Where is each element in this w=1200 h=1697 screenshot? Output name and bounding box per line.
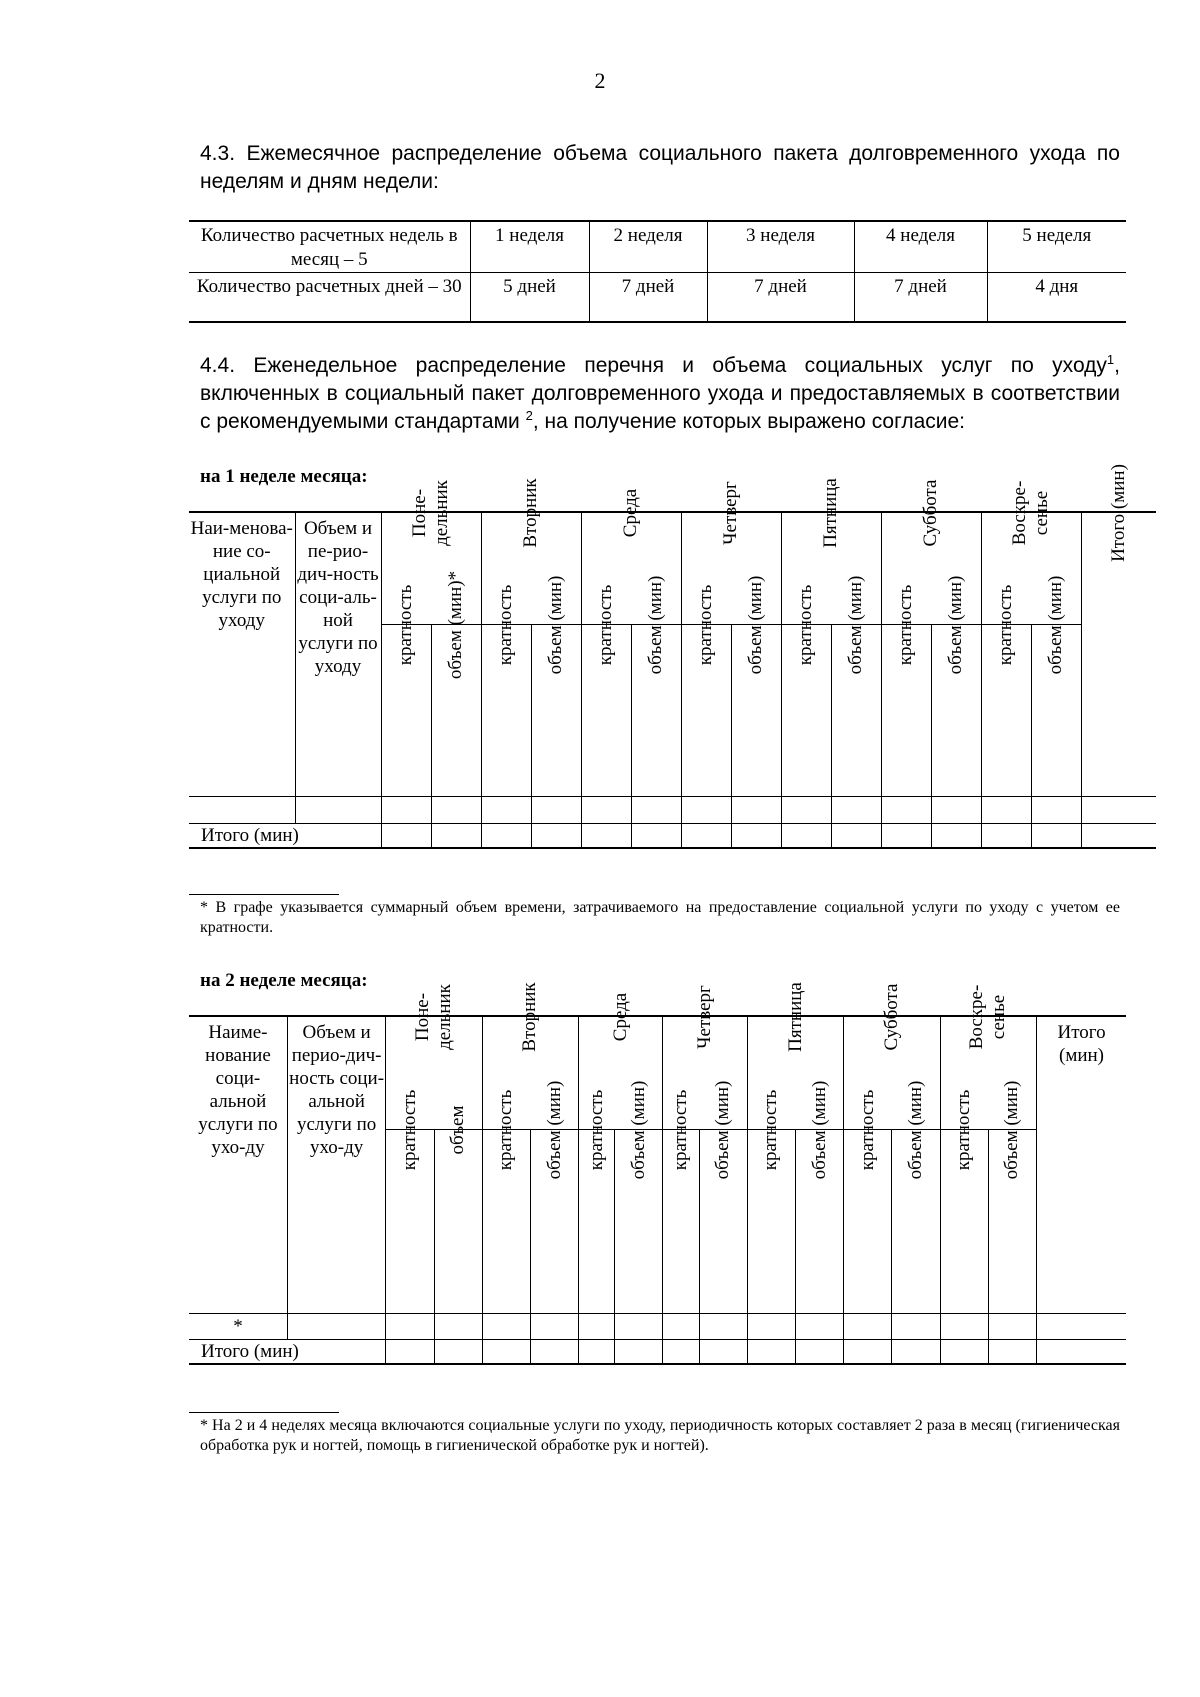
volume-min-header [831,575,881,796]
sub-header-label: кратность [495,1089,517,1170]
table-cell[interactable] [844,1313,892,1339]
table-cell[interactable] [531,796,581,823]
table-cell[interactable] [530,1339,578,1364]
sub-header-label: объем [447,1105,469,1154]
frequency-header [681,584,731,796]
weeks-row [189,221,1126,273]
sub-header-label: объем (мин) [905,1080,927,1179]
sub-header-label: объем (мин) [1001,1080,1023,1179]
week1-total-row [189,823,1156,848]
table-cell[interactable] [892,1339,940,1364]
sub-header-label: кратность [856,1089,878,1170]
sub-header-label: объем (мин) [745,575,766,674]
table-cell[interactable] [1081,796,1156,823]
day-label: Пятница [820,478,841,548]
days-cell: 5 дней [470,273,589,323]
day-label: Суббота [920,479,941,547]
week2-total-row [189,1339,1126,1364]
table-cell[interactable] [579,1313,615,1339]
day-label: Вторник [519,982,541,1052]
frequency-header [747,1089,795,1313]
table-cell[interactable] [831,823,881,848]
footnote-ref-2: 2 [525,408,533,423]
volume-min-header [699,1080,747,1313]
table-cell[interactable] [940,1313,988,1339]
total-column-header [1081,464,1156,796]
table-cell[interactable] [381,796,431,823]
total-row-label: Итого (мин) [189,823,381,848]
table-cell[interactable] [981,796,1031,823]
table-cell[interactable] [747,1313,795,1339]
day-label: Среда [609,992,631,1042]
section-4-4-part2: , включенных в социальный пакет долговременного ухода и предоставляемых в соответствии с рекомендуемыми стандартами [200,354,1120,433]
day-label: Четверг [720,481,741,545]
section-4-4-text [200,352,1120,436]
footnote-ref-1: 1 [1106,352,1115,367]
volume-header: Объем и перио-дич-ность соци-альной услуги по ухо-ду [287,1016,385,1313]
table-cell[interactable] [796,1339,844,1364]
volume-min-header [615,1080,663,1313]
volume-min-header [931,575,981,796]
page-number: 2 [594,68,606,93]
frequency-header [844,1089,892,1313]
table-cell[interactable] [663,1313,699,1339]
table-cell[interactable] [781,796,831,823]
day-label: Поне- дельник [412,984,456,1050]
table-cell[interactable] [781,823,831,848]
week1-heading: на 1 неделе месяца: [200,466,368,487]
table-cell[interactable] [747,1339,795,1364]
volume-min-header [731,575,781,796]
table-cell[interactable] [681,796,731,823]
week2-table [189,982,1126,1365]
week2-footnote: * На 2 и 4 неделях месяца включаются социальные услуги по уходу, периодичность которых составляет 2 раза в месяц (гигиеническая обработка рук и ногтей, помощь в гигиенической обработке рук и ногтей). [200,1417,1120,1454]
days-count-label: Количество расчетных дней – 30 [189,273,470,323]
week-cell: 4 неделя [854,221,987,273]
sub-header-label: объем (мин) [545,575,566,674]
table-cell[interactable] [530,1313,578,1339]
frequency-header [482,1089,530,1313]
day-label: Пятница [784,982,806,1052]
days-cell: 7 дней [589,273,707,323]
table-cell[interactable] [481,823,531,848]
table-cell[interactable] [988,1313,1036,1339]
days-cell: 7 дней [707,273,854,323]
volume-min-header [892,1080,940,1313]
sub-header-label: объем (мин) [845,575,866,674]
table-cell[interactable] [981,823,1031,848]
table-cell[interactable] [663,1339,699,1364]
table-cell[interactable] [482,1313,530,1339]
table-cell[interactable] [1037,1339,1126,1364]
volume-min-header [796,1080,844,1313]
frequency-header [981,584,1031,796]
frequency-header [386,1089,434,1313]
volume-min-header [531,575,581,796]
table-cell[interactable] [1031,796,1081,823]
sub-header-label: кратность [595,584,616,665]
weeks-count-label: Количество расчетных недель в месяц – 5 [189,221,470,273]
total-header-label: Итого (мин) [1107,464,1129,562]
sub-header-label: кратность [695,584,716,665]
volume-min-header [988,1080,1036,1313]
day-label: Поне- дельник [409,480,452,546]
table-cell[interactable] [579,1339,615,1364]
frequency-header [579,1089,615,1313]
days-cell: 7 дней [854,273,987,323]
table-cell[interactable] [431,823,481,848]
week1-footnote: * В графе указывается суммарный объем времени, затрачиваемого на предоставление социальной услуги по уходу с учетом ее кратности. [200,899,1120,936]
sub-header-label: объем (мин) [712,1080,734,1179]
table-cell[interactable] [844,1339,892,1364]
day-label: Воскре- сенье [1009,480,1052,546]
table-cell[interactable] [482,1339,530,1364]
volume-min-header [434,1105,482,1313]
table-cell[interactable] [881,796,931,823]
section-4-4-part1: 4.4. Еженедельное распределение перечня и объема социальных услуг по уходу [200,354,1107,377]
table-cell[interactable] [531,823,581,848]
table-cell[interactable] [381,823,431,848]
frequency-header [581,584,631,796]
sub-header-label: кратность [953,1089,975,1170]
week2-heading: на 2 неделе месяца: [200,970,368,991]
sub-header-label: объем (мин) [808,1080,830,1179]
sub-header-label: кратность [395,584,416,665]
monthly-distribution-table [189,220,1126,323]
frequency-header [781,584,831,796]
day-label: Среда [620,488,641,538]
table-cell[interactable] [681,823,731,848]
sub-header-label: объем (мин) [645,575,666,674]
footnote-divider [189,1412,339,1413]
table-cell[interactable] [831,796,881,823]
table-cell[interactable] [881,823,931,848]
table-cell[interactable] [731,823,781,848]
table-cell[interactable] [731,796,781,823]
table-cell[interactable] [931,823,981,848]
table-cell[interactable] [386,1313,434,1339]
service-name-header: Наиме-нование соци-альной услуги по ухо-ду [189,1016,287,1313]
footnote-divider [189,894,339,895]
frequency-header [381,584,431,796]
total-column-header: Итого (мин) [1037,1016,1126,1313]
table-row [189,1313,1126,1339]
day-label: Вторник [520,478,541,548]
day-label: Суббота [880,983,902,1051]
sub-header-label: кратность [795,584,816,665]
table-cell[interactable] [699,1313,747,1339]
volume-min-header [1031,575,1081,796]
days-row [189,273,1126,323]
week-cell: 1 неделя [470,221,589,273]
sub-header-label: объем (мин) [543,1080,565,1179]
frequency-header [940,1089,988,1313]
frequency-header [663,1089,699,1313]
table-cell[interactable] [931,796,981,823]
frequency-header [481,584,531,796]
table-cell[interactable] [386,1339,434,1364]
table-cell[interactable] [699,1339,747,1364]
volume-min-header [431,570,481,796]
service-name-header: Наи-менова-ние со-циальной услуги по уходу [189,512,295,796]
sub-header-label: кратность [760,1089,782,1170]
sub-header-label: кратность [495,584,516,665]
table-cell[interactable] [615,1339,663,1364]
sub-header-label: кратность [895,584,916,665]
table-cell[interactable] [434,1313,482,1339]
week-cell: 3 неделя [707,221,854,273]
table-cell[interactable] [615,1313,663,1339]
row-marker: * [189,1313,287,1339]
days-cell: 4 дня [987,273,1126,323]
section-4-3-text: 4.3. Ежемесячное распределение объема социального пакета долговременного ухода по неделям и дням недели: [200,142,1120,193]
table-cell[interactable] [1031,823,1081,848]
week-cell: 2 неделя [589,221,707,273]
table-cell[interactable] [581,823,631,848]
table-cell[interactable] [631,796,681,823]
table-cell[interactable] [988,1339,1036,1364]
sub-header-label: объем (мин)* [445,570,466,679]
table-cell[interactable] [434,1339,482,1364]
table-cell[interactable] [892,1313,940,1339]
table-row [189,796,1156,823]
week-cell: 5 неделя [987,221,1126,273]
table-cell[interactable] [481,796,531,823]
volume-min-header [631,575,681,796]
sub-header-label: кратность [585,1089,607,1170]
table-cell[interactable] [796,1313,844,1339]
table-cell[interactable] [581,796,631,823]
table-cell[interactable] [631,823,681,848]
table-cell[interactable] [431,796,481,823]
volume-min-header [530,1080,578,1313]
table-cell[interactable] [940,1339,988,1364]
table-cell[interactable] [1081,823,1156,848]
table-cell[interactable] [1037,1313,1126,1339]
week2-header-row [189,1016,1126,1129]
total-row-label: Итого (мин) [189,1339,386,1364]
sub-header-label: объем (мин) [1045,575,1066,674]
section-4-4-part3: , на получение которых выражено согласие: [532,410,965,433]
volume-header: Объем и пе-рио-дич-ность соци-аль-ной услуги по уходу [295,512,381,796]
table-cell[interactable] [295,796,381,823]
day-label: Воскре- сенье [966,984,1010,1050]
day-label: Четверг [694,985,716,1049]
sub-header-label: объем (мин) [945,575,966,674]
table-cell[interactable] [189,796,295,823]
sub-header-label: кратность [995,584,1016,665]
sub-header-label: кратность [670,1089,692,1170]
table-cell[interactable] [287,1313,385,1339]
sub-header-label: объем (мин) [627,1080,649,1179]
frequency-header [881,584,931,796]
sub-header-label: кратность [398,1089,420,1170]
